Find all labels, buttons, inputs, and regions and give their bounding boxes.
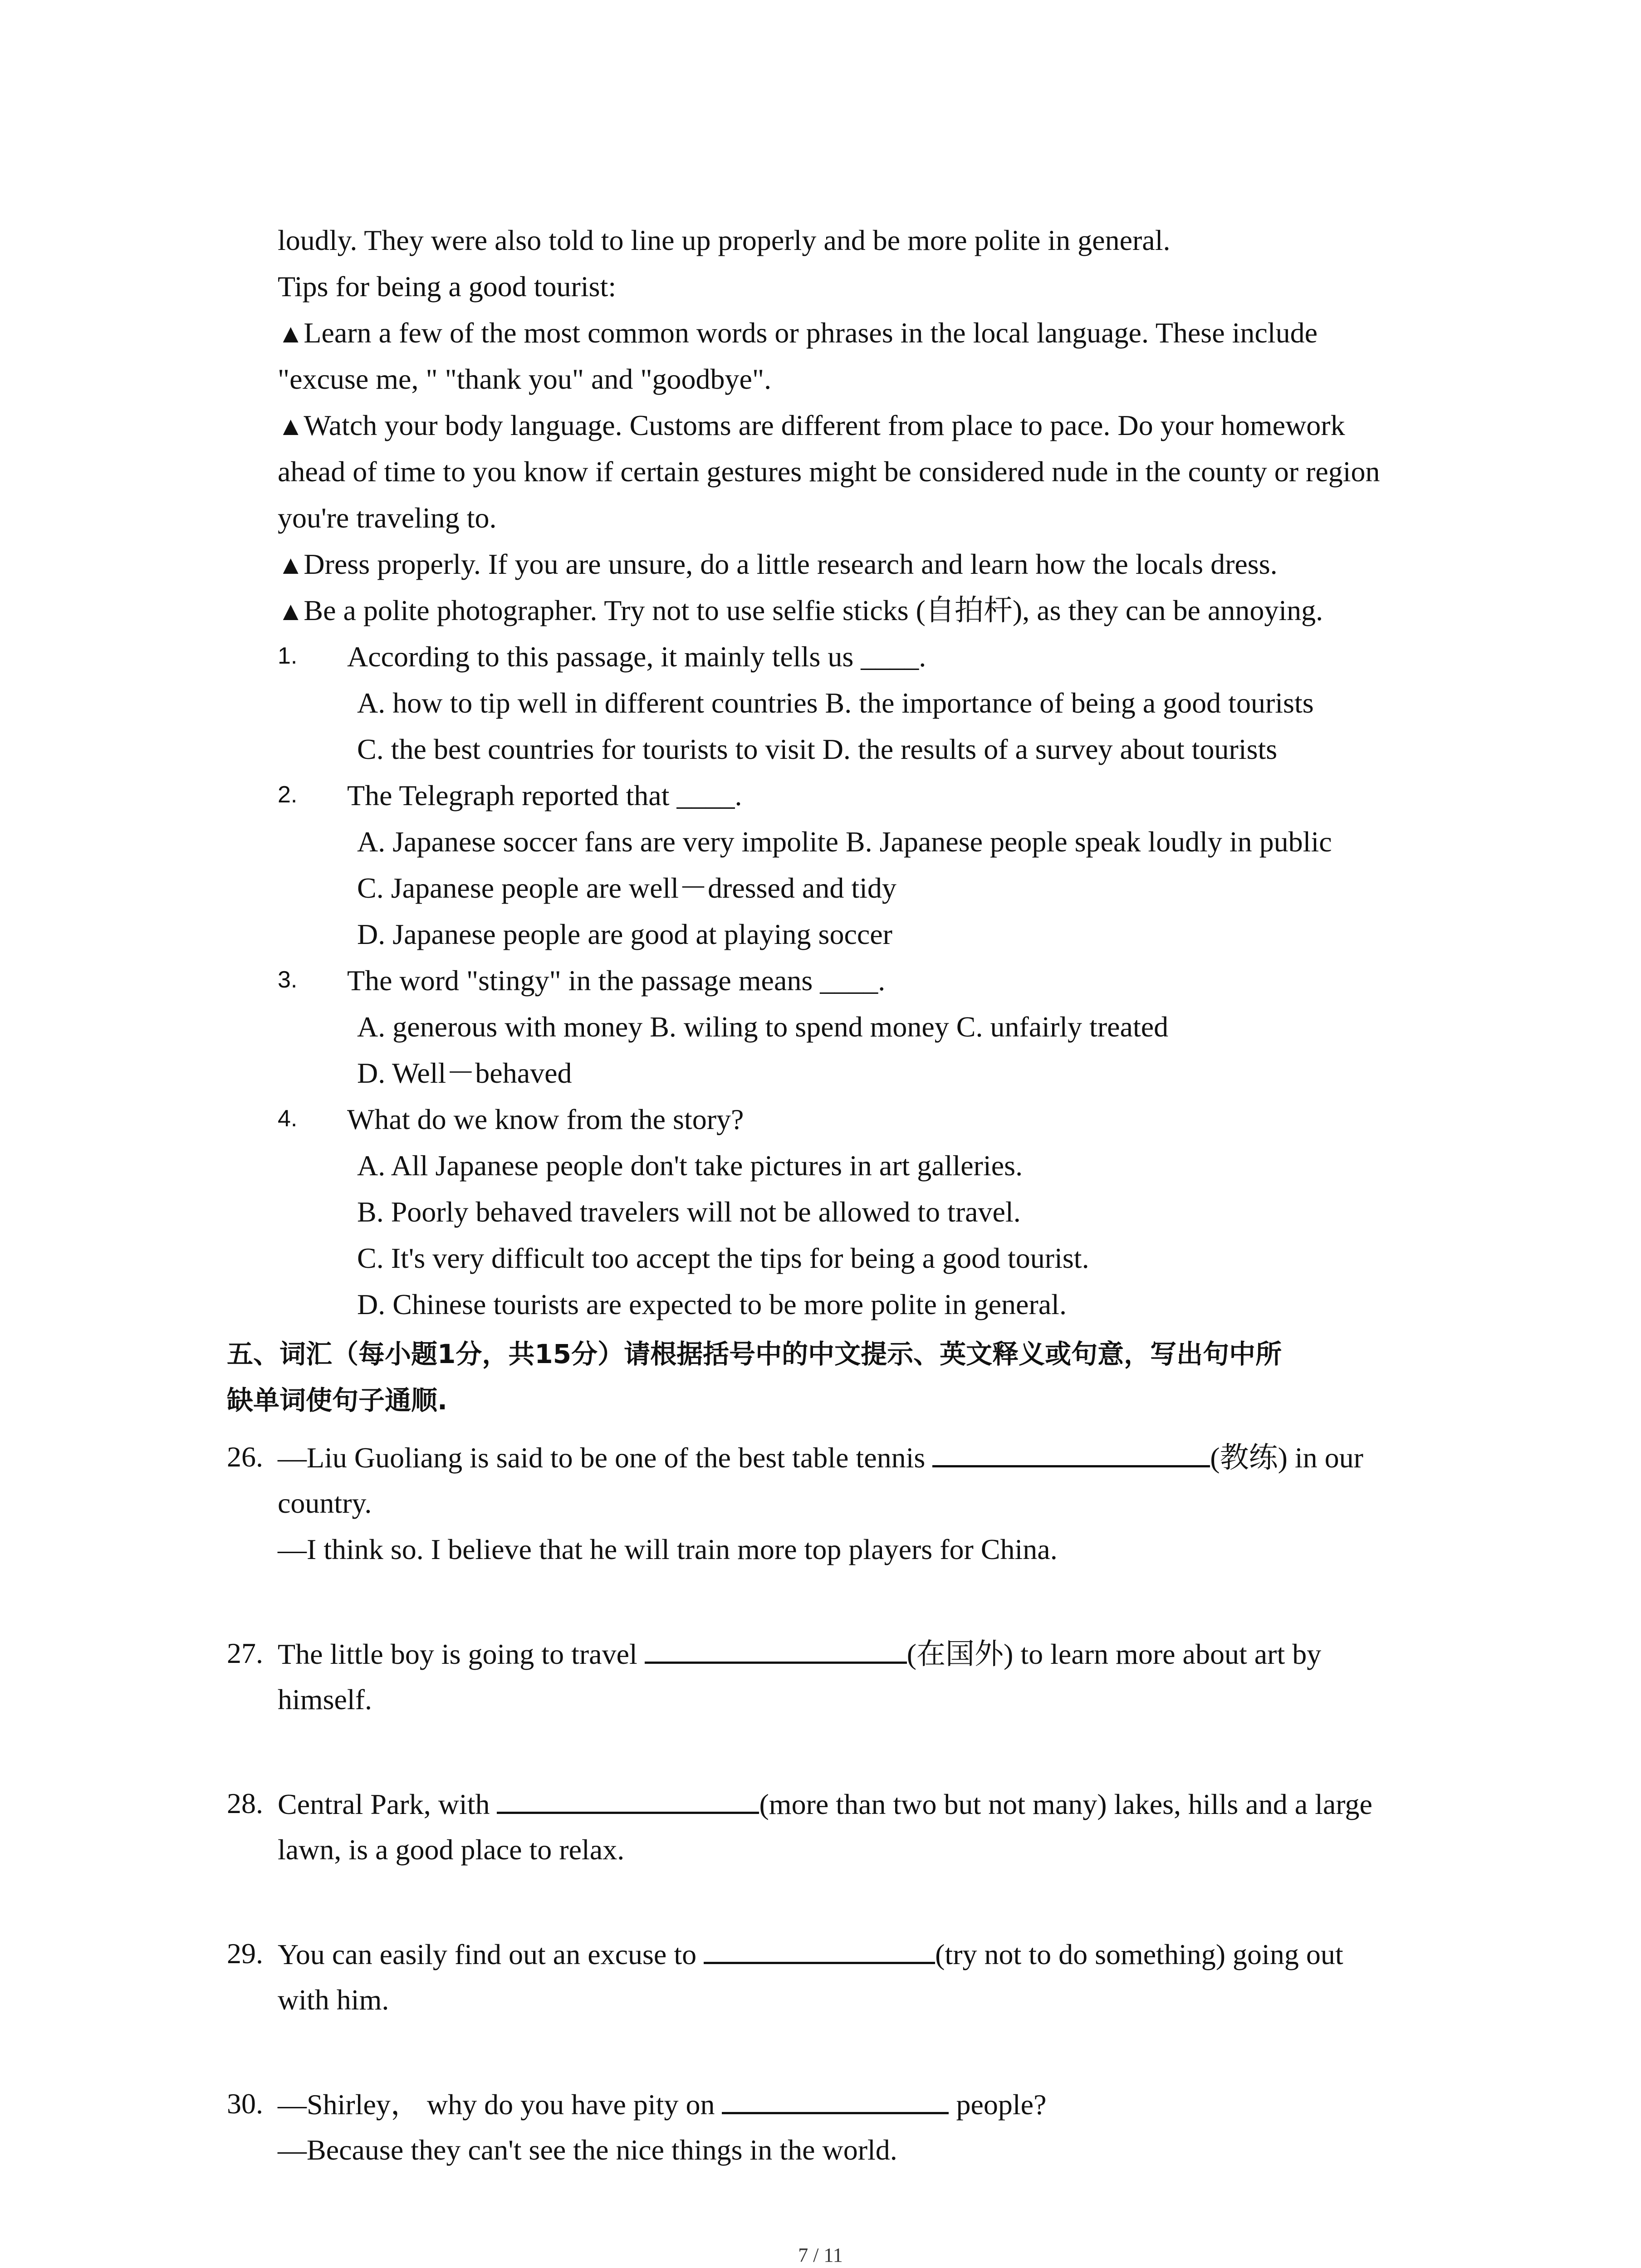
triangle-bullet-icon: ▲ <box>278 319 304 348</box>
vocab-item <box>278 1639 1321 1669</box>
vocab-continuation: lawn, is a good place to relax. <box>278 1833 625 1866</box>
question-stem: What do we know from the story? <box>347 1103 744 1135</box>
question-options: C. It's very difficult too accept the tips for being a good tourist. <box>357 1242 1089 1274</box>
tip-continuation: ahead of time to you know if certain gestures might be considered nude in the county or region <box>278 455 1380 488</box>
section-heading: 缺单词使句子通顺. <box>227 1385 448 1416</box>
question-options: D. Chinese tourists are expected to be more polite in general. <box>357 1288 1067 1320</box>
tips-heading: Tips for being a good tourist: <box>278 270 617 303</box>
vocab-text: The little boy is going to travel <box>278 1638 645 1670</box>
answer-blank[interactable] <box>497 1789 759 1814</box>
question-options: D. Japanese people are good at playing soccer <box>357 918 892 950</box>
answer-blank[interactable] <box>932 1442 1210 1467</box>
tip-item <box>278 411 1345 440</box>
vocab-hint: people? <box>949 2088 1047 2121</box>
tip-item <box>278 318 1318 347</box>
tip-continuation: you're traveling to. <box>278 502 497 534</box>
question-options: A. how to tip well in different countries B. the importance of being a good tourists <box>357 687 1314 719</box>
vocab-text: Central Park, with <box>278 1788 497 1820</box>
answer-blank[interactable] <box>722 2089 949 2114</box>
question-options: B. Poorly behaved travelers will not be allowed to travel. <box>357 1196 1021 1228</box>
triangle-bullet-icon: ▲ <box>278 596 304 626</box>
vocab-text: You can easily find out an excuse to <box>278 1938 704 1970</box>
vocab-continuation: country. <box>278 1487 372 1519</box>
answer-blank[interactable] <box>645 1639 907 1664</box>
vocab-item <box>278 1939 1343 1969</box>
tip-text: Learn a few of the most common words or phrases in the local language. These include <box>304 317 1318 349</box>
vocab-text: —Liu Guoliang is said to be one of the best table tennis <box>278 1442 933 1474</box>
vocab-number: 29. <box>227 1937 263 1970</box>
passage-line: loudly. They were also told to line up properly and be more polite in general. <box>278 224 1171 256</box>
answer-blank[interactable] <box>704 1939 935 1964</box>
question-options: D. Well－behaved <box>357 1057 572 1089</box>
triangle-bullet-icon: ▲ <box>278 550 304 580</box>
question-stem: According to this passage, it mainly tells us ____. <box>347 640 926 673</box>
tip-item <box>278 596 1323 625</box>
question-number: 4. <box>278 1105 298 1132</box>
vocab-number: 27. <box>227 1637 263 1669</box>
page-number: 7 / 11 <box>798 2244 843 2266</box>
question-options: A. All Japanese people don't take pictures in art galleries. <box>357 1149 1023 1182</box>
question-stem: The Telegraph reported that ____. <box>347 779 742 811</box>
tip-continuation: "excuse me, " "thank you" and "goodbye". <box>278 363 772 395</box>
vocab-hint: (教练) in our <box>1210 1442 1363 1474</box>
vocab-hint: (more than two but not many) lakes, hills and a large <box>759 1788 1372 1820</box>
vocab-hint: (在国外) to learn more about art by <box>906 1638 1322 1670</box>
question-number: 3. <box>278 967 298 993</box>
vocab-item <box>278 1789 1372 1819</box>
tip-text: Dress properly. If you are unsure, do a little research and learn how the locals dress. <box>304 548 1278 580</box>
triangle-bullet-icon: ▲ <box>278 411 304 441</box>
vocab-number: 26. <box>227 1441 263 1473</box>
vocab-continuation: with him. <box>278 1984 389 2016</box>
vocab-continuation: himself. <box>278 1683 372 1716</box>
question-stem: The word "stingy" in the passage means ____. <box>347 964 886 997</box>
vocab-text: —Shirley， why do you have pity on <box>278 2088 722 2121</box>
vocab-item <box>278 2089 1046 2119</box>
tip-text: Watch your body language. Customs are different from place to pace. Do your homework <box>304 409 1345 441</box>
question-options: A. Japanese soccer fans are very impolite B. Japanese people speak loudly in public <box>357 826 1332 858</box>
question-number: 1. <box>278 643 298 669</box>
question-options: C. Japanese people are well－dressed and tidy <box>357 872 896 904</box>
section-heading: 五、词汇（每小题1分，共15分）请根据括号中的中文提示、英文释义或句意，写出句中所 <box>227 1339 1282 1369</box>
question-number: 2. <box>278 782 298 808</box>
tip-item <box>278 550 1278 579</box>
vocab-reply: —I think so. I believe that he will train more top players for China. <box>278 1533 1058 1565</box>
tip-text: Be a polite photographer. Try not to use selfie sticks (自拍杆), as they can be annoying. <box>304 594 1323 626</box>
vocab-hint: (try not to do something) going out <box>935 1938 1343 1970</box>
vocab-number: 28. <box>227 1787 263 1819</box>
vocab-reply: —Because they can't see the nice things in the world. <box>278 2134 897 2166</box>
vocab-item <box>278 1442 1363 1472</box>
question-options: A. generous with money B. wiling to spend money C. unfairly treated <box>357 1011 1169 1043</box>
vocab-number: 30. <box>227 2087 263 2120</box>
question-options: C. the best countries for tourists to visit D. the results of a survey about tourists <box>357 733 1278 765</box>
